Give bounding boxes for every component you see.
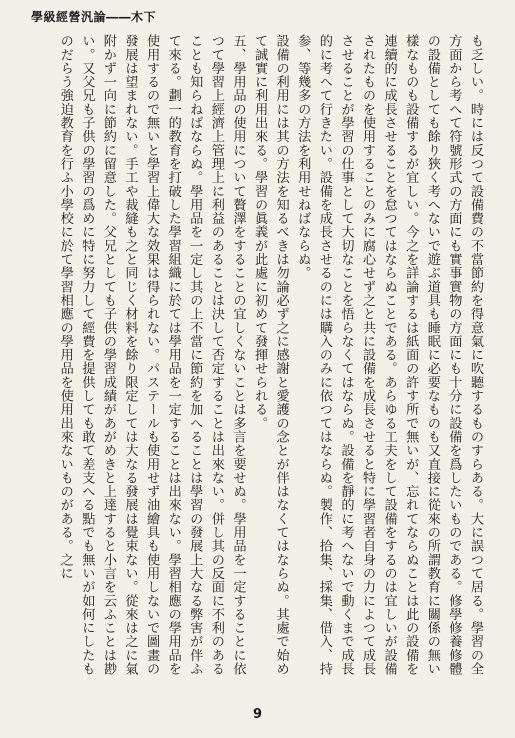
running-header: 學級經營汎論――木下	[31, 10, 157, 24]
page-number: 9	[252, 707, 263, 722]
body-paragraph: も乏しい。時には反つて設備費の不當節約を得意氣に吹聽するものすらある。大に誤つて居る。學習の全方面から考へて符號形式の方面にも實事實物の方面にも十分に設備を爲したいものである。修學修養修體の設備としても餘り狹く考へないで遊ぶ道具も睡眠に必要なものも又直接に從來の所謂教育に關係の無い樣なものも設備するが宜しい。今之を詳論するは紙面の許す所で無いが、忘れてならぬことは此の設備を連續的に成長させることを怠つてはならぬことである。あらゆる工夫をして設備をするのは宜しいが設備されたものを使用することのみに腐心せず之と共に設備を成長させると特に學習者自身の力によつて成長させることが學習の仕事として大切なことを悟らなくてはならぬ。設備を靜的に考へないで動くまで成長的に考へて行きたい。設備を成長させるのには購入のみに依つてはならぬ。製作、拾集、採集、借入、持参、等幾多の方法を利用せねばならぬ。 設備の利用には其の方法を知るべきは勿論必ず之に感謝と愛護の念とが伴はなくてはならぬ。其處で始めて誠實に利用出來る。學習の眞義が此處に初めて發揮せられる。 五、學用品の使用について贅澤をすることの宜しくないことは多言を要せぬ。學用品を一定することに依つて學習上經濟上管理上に利益のあることは決して否定することは出來ない。併し其の反面に不利のあることも知らねばならぬ。學用品を一定し其の上不當に節約を加へることは學習の發展上大なる弊害が伴ふて來る。劃一的教育を打破した學習組織に於ては學用品を一定することは出來ない。學習相應の學用品を使用するので無いと學習上偉大な效果は得られない。パステールも使用せず油繪具も使用しないで圖畫の發展は望まれない。手工や裁縫も之と同じく材料を餘り限定しては大なる發展は覺束ない。從來は之に氣附かず一向に節約に留意した。父兄としても子供の學習成績があがめきと上達すると小言を云ふことは尠い。又父兄も子供の學習の爲めに特に努力して經費を提供しても敢て差支へる點でも無いが如何にしたものだらう強迫教育を行ふ小學校に於て學習相應の學用品を使用出來ないものがある。之に	[57, 34, 483, 676]
main-text-block	[34, 34, 486, 684]
